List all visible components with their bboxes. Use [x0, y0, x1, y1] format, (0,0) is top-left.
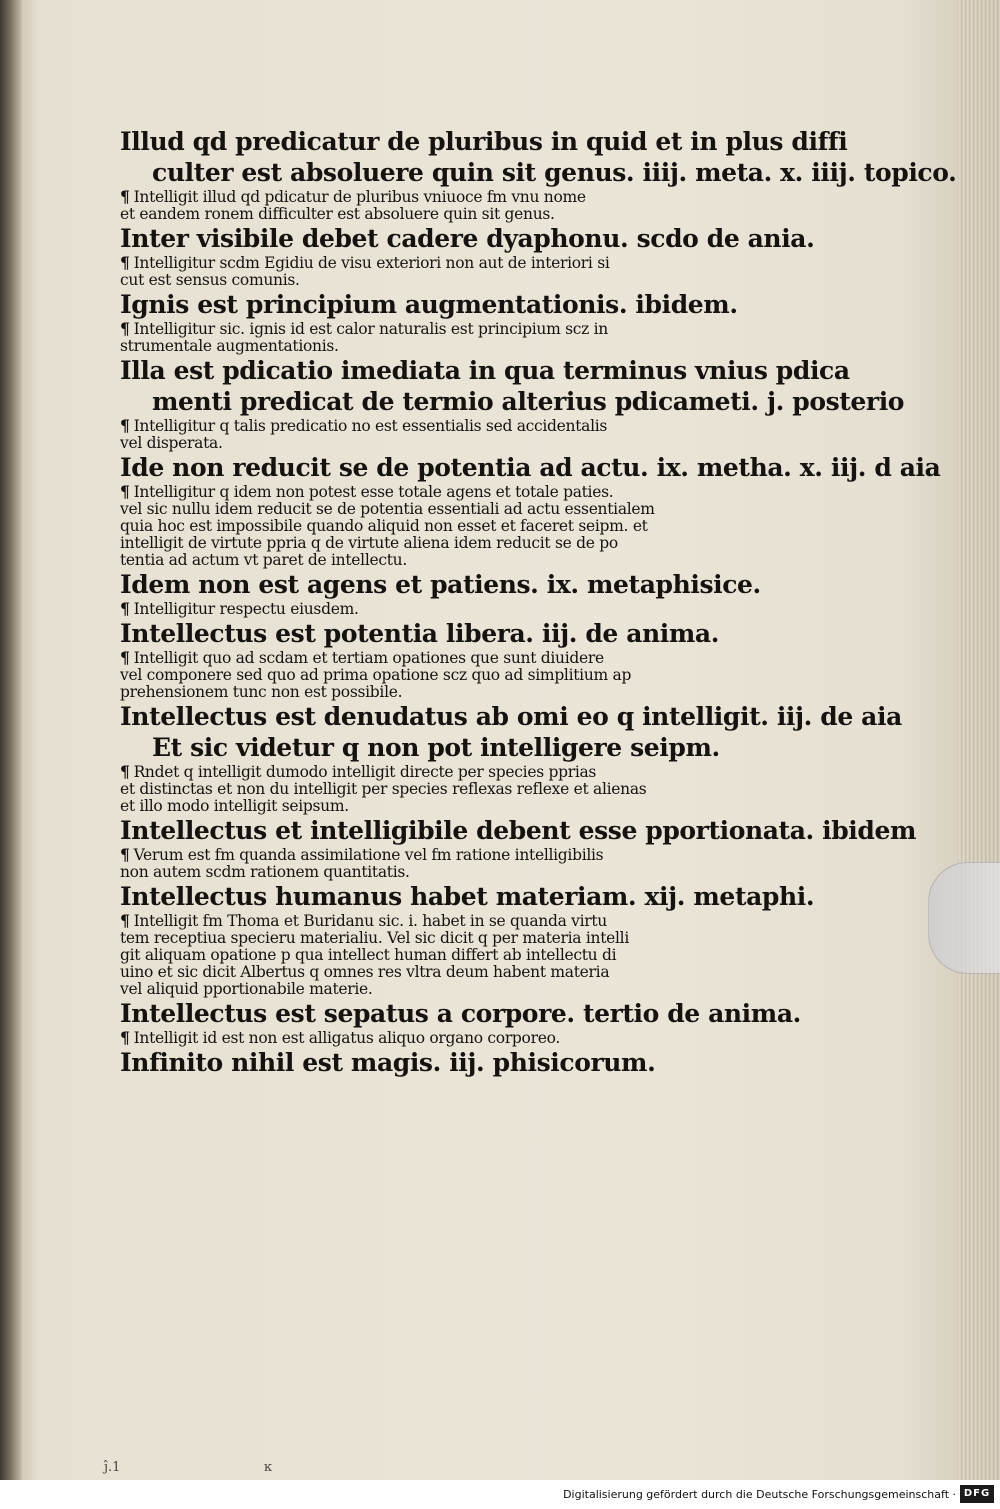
entry-heading-line: Et sic videtur q non pot intelligere seipm. [152, 733, 720, 762]
entry-gloss-line [120, 930, 745, 947]
footer-credit: Digitalisierung gefördert durch die Deutsche Forschungsgemeinschaft · [563, 1488, 956, 1501]
pilcrow-mark: ¶ [120, 599, 130, 618]
gloss-text: intelligit de virtute ppria q de virtute aliena idem reducit se de po [120, 534, 618, 552]
pilcrow-mark: ¶ [120, 319, 130, 338]
pilcrow-mark: ¶ [120, 253, 130, 272]
gloss-text: Rndet q intelligit dumodo intelligit directe per species pprias [133, 763, 597, 781]
entry-gloss-line [120, 798, 745, 815]
entry-heading-line: Illud qd predicatur de pluribus in quid et in plus diffi [120, 127, 848, 156]
entry [120, 355, 905, 452]
entry-heading-line: menti predicat de termio alterius pdicameti. j. posterio [152, 387, 905, 416]
pilcrow-mark: ¶ [120, 482, 130, 501]
gloss-text: prehensionem tunc non est possibile. [120, 683, 403, 701]
pilcrow-mark: ¶ [120, 911, 130, 930]
dfg-logo: DFG [960, 1485, 994, 1503]
page-edges [958, 0, 1000, 1480]
entry-heading-line: Intellectus et intelligibile debent esse pportionata. ibidem [120, 816, 917, 845]
entry-gloss-line [120, 600, 745, 618]
entry-gloss-line [120, 188, 745, 206]
pilcrow-mark: ¶ [120, 187, 130, 206]
entry-heading-line: Illa est pdicatio imediata in qua terminus vnius pdica [120, 356, 850, 385]
entry [120, 223, 815, 289]
entry-gloss-line [120, 667, 745, 684]
gloss-text: vel aliquid pportionabile materie. [120, 980, 373, 998]
gloss-text: Intelligitur sic. ignis id est calor naturalis est principium scz in [133, 320, 608, 338]
entry-gloss-line [120, 981, 745, 998]
entry-gloss-line [120, 417, 745, 435]
entry-gloss-line [120, 781, 745, 798]
gloss-text: et distinctas et non du intelligit per species reflexas reflexe et alienas [120, 780, 647, 798]
gloss-text: et eandem ronem difficulter est absoluere quin sit genus. [120, 205, 555, 223]
entry-gloss-line [120, 552, 745, 569]
entry-gloss-line [120, 964, 745, 981]
entry-gloss-line [120, 912, 745, 930]
gloss-text: et illo modo intelligit seipsum. [120, 797, 349, 815]
gloss-text: Intelligitur scdm Egidiu de visu exteriori non aut de interiori si [133, 254, 610, 272]
entry-gloss-line [120, 435, 745, 452]
entry-heading-line: Intellectus est potentia libera. iij. de anima. [120, 619, 720, 648]
pilcrow-mark: ¶ [120, 845, 130, 864]
entry-heading-line: Ignis est principium augmentationis. ibidem. [120, 290, 738, 319]
entry [120, 998, 801, 1047]
gloss-text: Intelligit id est non est alligatus aliquo organo corporeo. [133, 1029, 560, 1047]
entry-gloss-line [120, 518, 745, 535]
pilcrow-mark: ¶ [120, 416, 130, 435]
gloss-text: Intelligitur q idem non potest esse totale agens et totale paties. [133, 483, 614, 501]
entry-gloss-line [120, 947, 745, 964]
gloss-text: vel sic nullu idem reducit se de potentia essentiali ad actu essentialem [120, 500, 655, 518]
pilcrow-mark: ¶ [120, 648, 130, 667]
entry [120, 701, 902, 815]
entry-heading-line: Intellectus humanus habet materiam. xij. metaphi. [120, 882, 815, 911]
entry-gloss-line [120, 483, 745, 501]
gloss-text: git aliquam opatione p qua intellect human differt ab intellectu di [120, 946, 617, 964]
entry-heading-line: Inter visibile debet cadere dyaphonu. scdo de ania. [120, 224, 815, 253]
gloss-text: cut est sensus comunis. [120, 271, 300, 289]
entry-gloss-line [120, 763, 745, 781]
entry [120, 1047, 745, 1078]
gloss-text: Intelligitur respectu eiusdem. [133, 600, 359, 618]
gloss-text: Intelligit illud qd pdicatur de pluribus vniuoce fm vnu nome [133, 188, 586, 206]
signature-mark: ĵ.1 [104, 1460, 121, 1475]
entry-gloss-line [120, 254, 745, 272]
entry-gloss-line [120, 338, 745, 355]
entry [120, 452, 941, 569]
gloss-text: vel disperata. [120, 434, 223, 452]
gloss-text: tentia ad actum vt paret de intellectu. [120, 551, 407, 569]
gloss-text: vel componere sed quo ad prima opatione scz quo ad simplitium ap [120, 666, 632, 684]
entry-heading-line: Idem non est agens et patiens. ix. metaphisice. [120, 570, 761, 599]
entry [120, 618, 745, 701]
entry-heading-line: Intellectus est denudatus ab omi eo q intelligit. iij. de aia [120, 702, 902, 731]
gloss-text: non autem scdm rationem quantitatis. [120, 863, 410, 881]
entry-gloss-line [120, 535, 745, 552]
entry [120, 569, 761, 618]
gloss-text: Verum est fm quanda assimilatione vel fm ratione intelligibilis [133, 846, 604, 864]
pilcrow-mark: ¶ [120, 762, 130, 781]
entry [120, 815, 917, 881]
page-text [120, 126, 957, 1078]
entry-gloss-line [120, 320, 745, 338]
gloss-text: tem receptiua specieru materialiu. Vel sic dicit q per materia intelli [120, 929, 629, 947]
entry [120, 126, 957, 223]
entry-gloss-line [120, 1029, 745, 1047]
entry-heading-line: Intellectus est sepatus a corpore. tertio de anima. [120, 999, 801, 1028]
catchword-mark: ĸ [264, 1460, 272, 1475]
gloss-text: Intelligit fm Thoma et Buridanu sic. i. habet in se quanda virtu [133, 912, 607, 930]
entry-gloss-line [120, 846, 745, 864]
entry-gloss-line [120, 864, 745, 881]
entry-heading-line: culter est absoluere quin sit genus. iiij. meta. x. iiij. topico. [152, 158, 957, 187]
entry-gloss-line [120, 501, 745, 518]
gloss-text: uino et sic dicit Albertus q omnes res vltra deum habent materia [120, 963, 610, 981]
entry-heading-line: Infinito nihil est magis. iij. phisicorum. [120, 1048, 656, 1077]
pilcrow-mark: ¶ [120, 1028, 130, 1047]
entry [120, 881, 815, 998]
entry-heading-line: Ide non reducit se de potentia ad actu. ix. metha. x. iij. d aia [120, 453, 941, 482]
entry-gloss-line [120, 649, 745, 667]
entry-gloss-line [120, 684, 745, 701]
gloss-text: quia hoc est impossibile quando aliquid non esset et faceret seipm. et [120, 517, 648, 535]
entry-gloss-line [120, 206, 745, 223]
gloss-text: Intelligit quo ad scdam et tertiam opationes que sunt diuidere [133, 649, 604, 667]
gloss-text: Intelligitur q talis predicatio no est essentialis sed accidentalis [133, 417, 608, 435]
entry [120, 289, 745, 355]
page-clip [928, 862, 1000, 974]
entry-gloss-line [120, 272, 745, 289]
gloss-text: strumentale augmentationis. [120, 337, 339, 355]
book-gutter [0, 0, 22, 1480]
